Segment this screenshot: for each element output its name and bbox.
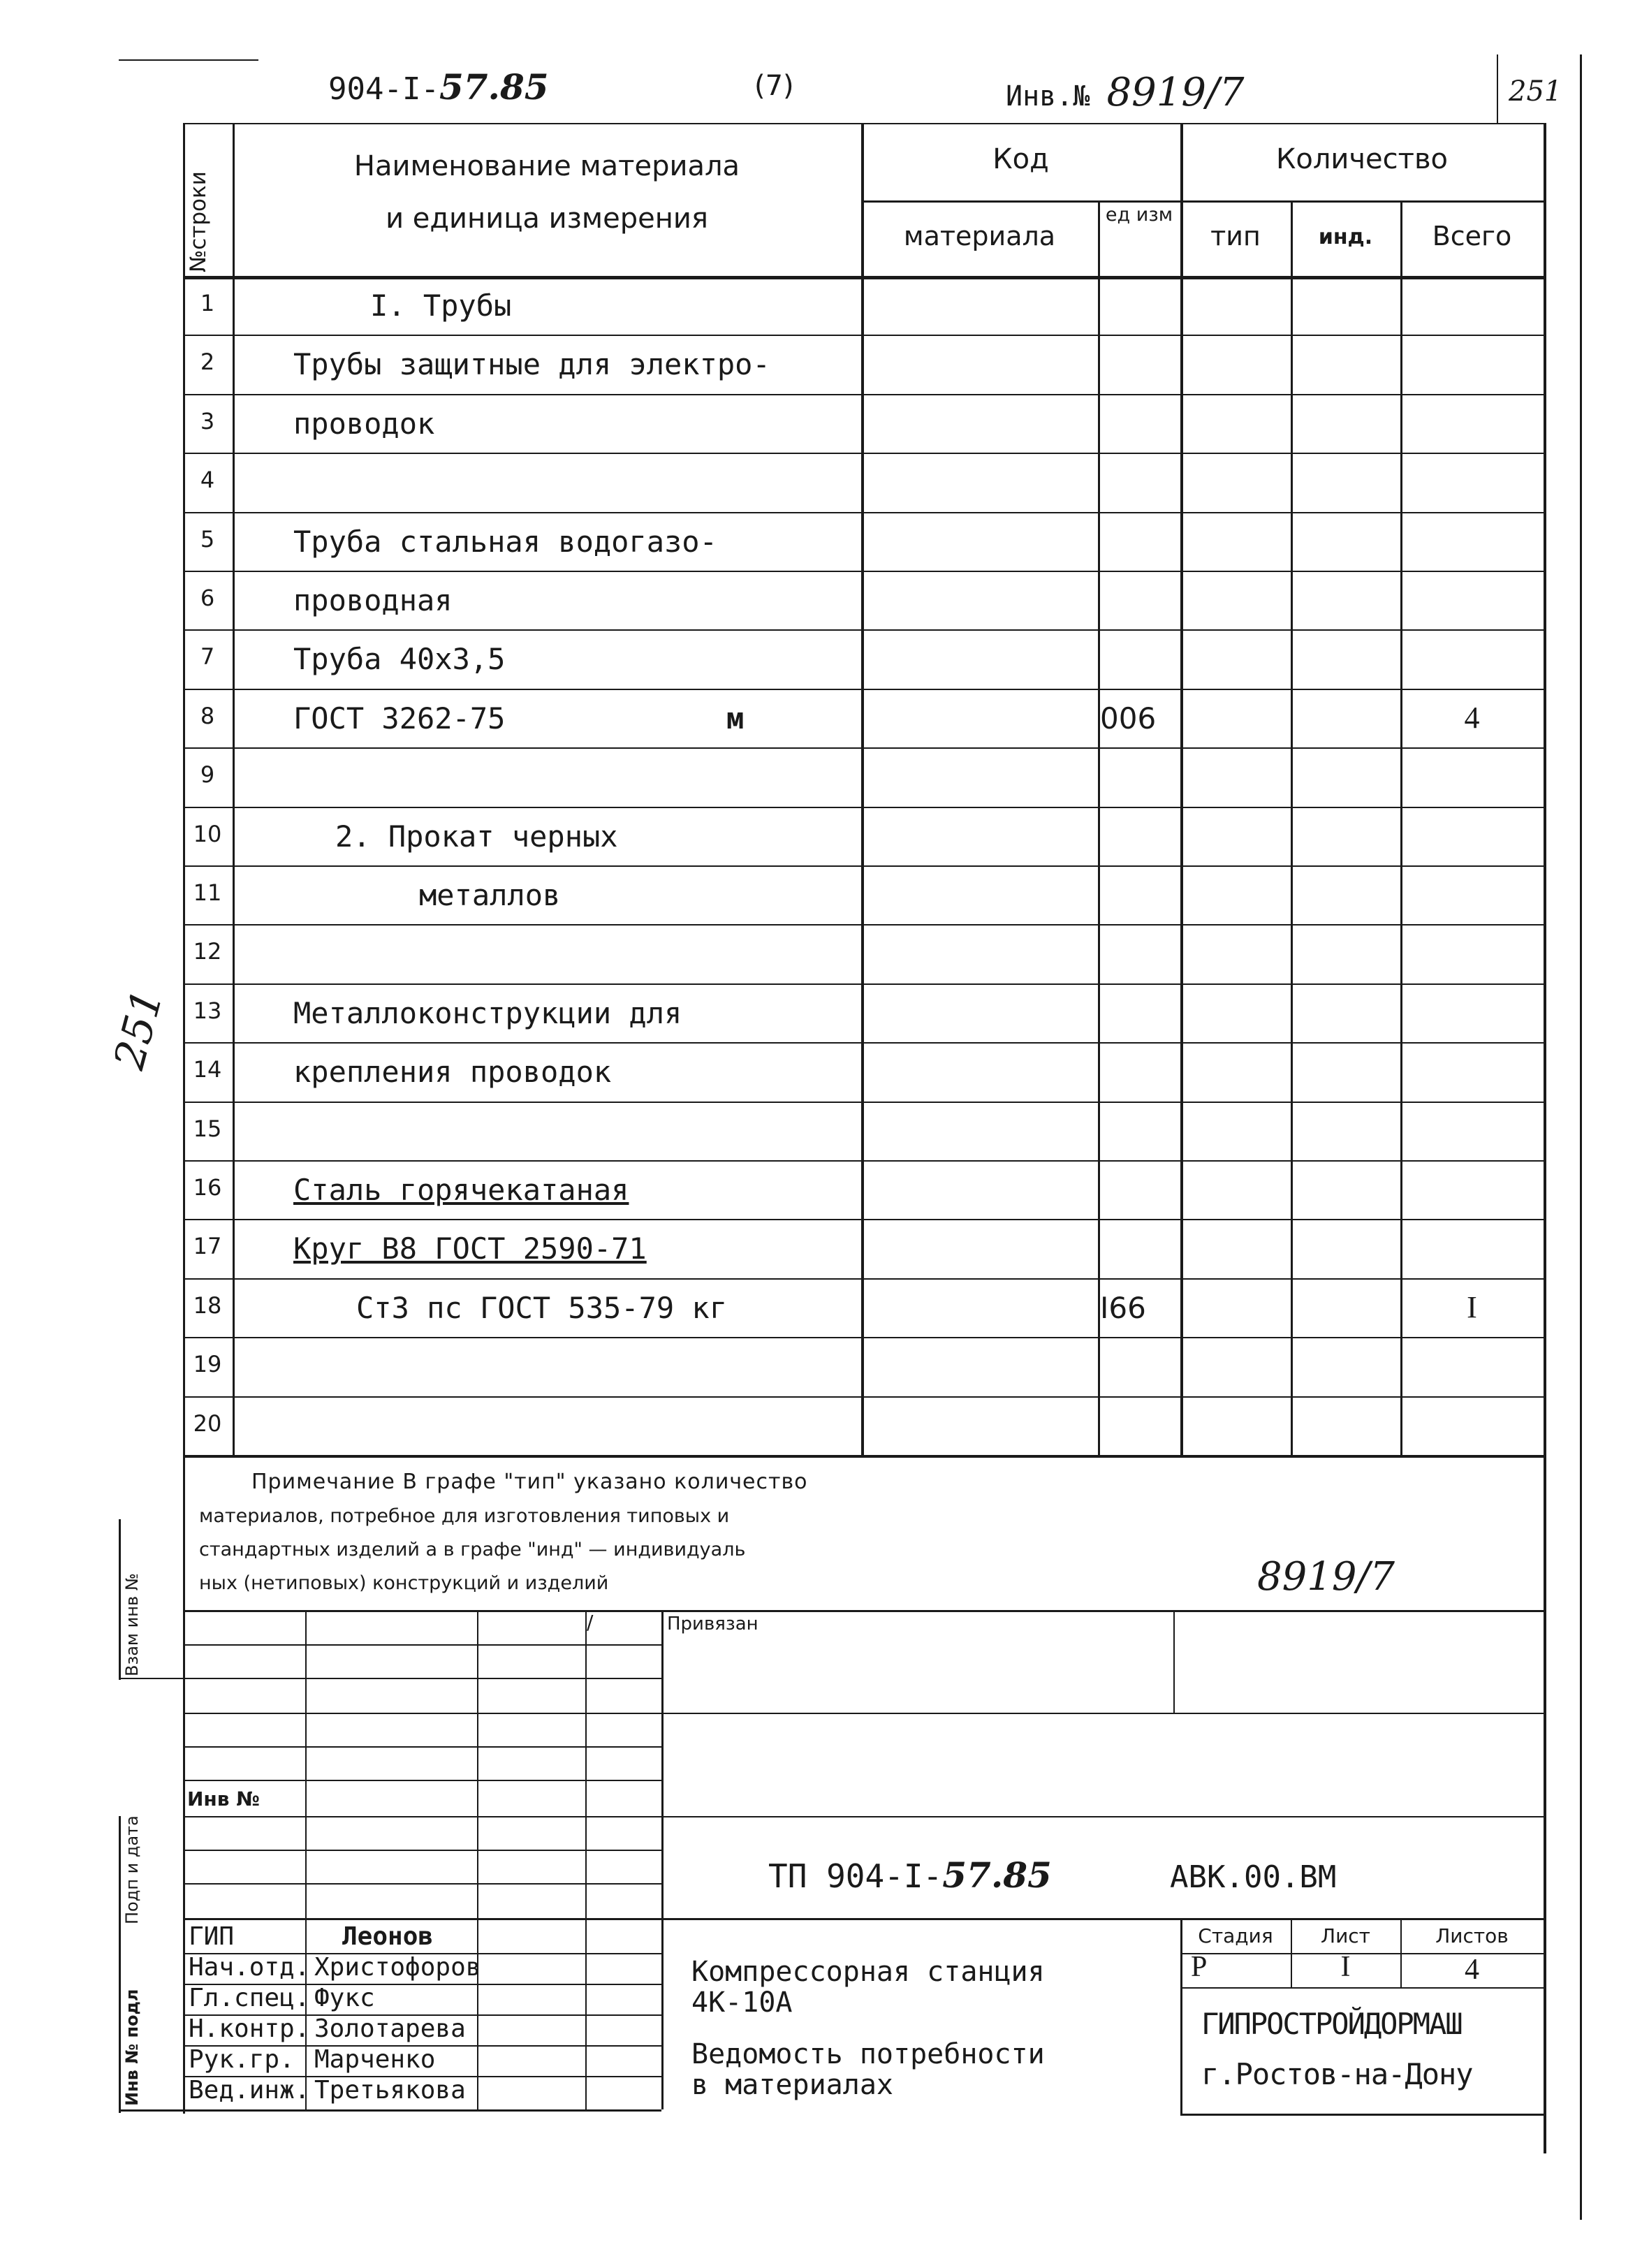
- title-line-1: Компрессорная станция: [691, 1956, 1045, 1988]
- side-label-inv-podl: Инв № подл: [122, 1989, 142, 2106]
- side-label-podp: Подп и дата: [122, 1815, 142, 1924]
- stamp-grid-h4: [183, 1746, 661, 1748]
- margin-number: 251: [105, 984, 173, 1075]
- col-header-name-line1: Наименование материала: [353, 150, 740, 182]
- stamp-grid-h1: [183, 1644, 661, 1646]
- col-header-type: тип: [1210, 221, 1261, 251]
- stamp-grid-bottom: [1180, 2114, 1544, 2116]
- stamp-grid-v3: [585, 1610, 587, 2109]
- stamp-grid-h-stage2: [1180, 1987, 1544, 1989]
- tp-code: [768, 1854, 1052, 1896]
- privyazan-label: Привязан: [667, 1614, 758, 1634]
- row-number: 4: [200, 467, 215, 494]
- row-number: 19: [193, 1351, 222, 1378]
- stamp-grid-h2: [119, 1678, 661, 1679]
- tp-code-printed: ТП 904-I-: [768, 1857, 943, 1895]
- title-line-2: 4К-10А: [691, 1987, 793, 2019]
- stage-value: Р: [1191, 1951, 1208, 1983]
- title-line-3: Ведомость потребности: [691, 2038, 1045, 2070]
- row-number: 14: [193, 1056, 222, 1083]
- col-header-unit: ед изм: [1105, 204, 1173, 226]
- row-number: 7: [200, 643, 215, 671]
- col-line-type: [1291, 200, 1293, 1455]
- stamp-right-line: [1544, 1455, 1546, 2153]
- note-line-3: стандартных изделий а в графе "инд" — индивидуаль: [199, 1539, 746, 1560]
- frame-right: [1580, 54, 1582, 2220]
- header-mid-line: [861, 200, 1544, 203]
- organization: ГИПРОСТРОЙДОРМАШ: [1201, 2007, 1462, 2041]
- row-number: 1: [200, 290, 215, 316]
- note-line-2: материалов, потребное для изготовления типовых и: [199, 1505, 730, 1527]
- top-dash-line: [119, 59, 258, 61]
- row-number: 17: [193, 1233, 222, 1260]
- signer-role: Нач.отд.: [189, 1953, 310, 1982]
- page-corner-number: 251: [1509, 75, 1562, 108]
- inventory-label: Инв.№: [1006, 80, 1090, 112]
- document-code: АВК.00.ВМ: [1170, 1859, 1337, 1895]
- row-number: 18: [193, 1292, 222, 1319]
- binding-line-2: [119, 1816, 121, 2113]
- col-line-material: [1098, 200, 1100, 1455]
- stamp-grid-h9: [183, 1918, 1544, 1920]
- stamp-grid-h8: [183, 1883, 661, 1885]
- stamp-grid-h7: [183, 1850, 661, 1851]
- stamp-grid-h15: [119, 2109, 661, 2112]
- stamp-grid-h3: [183, 1713, 1544, 1714]
- row-number: 8: [200, 702, 215, 729]
- unit-code: I66: [1100, 1290, 1146, 1325]
- col-header-material: материала: [903, 221, 1056, 251]
- material-name: I. Трубы: [370, 288, 512, 323]
- col-line-name: [861, 123, 864, 1455]
- material-name: Круг В8 ГОСТ 2590-71: [293, 1231, 647, 1266]
- sheet-label: Лист: [1321, 1924, 1370, 1947]
- signer-name: Марченко: [314, 2045, 436, 2074]
- inv-no-label: Инв №: [187, 1787, 260, 1810]
- sheets-label: Листов: [1435, 1924, 1509, 1947]
- corner-divider: [1497, 54, 1498, 124]
- unit-code: 006: [1100, 701, 1157, 736]
- col-header-quantity: Количество: [1275, 143, 1448, 175]
- stamp-grid-v2: [477, 1610, 478, 2109]
- row-number: 9: [200, 761, 215, 789]
- signer-name: Христофоров: [314, 1953, 481, 1982]
- row-number: 5: [200, 525, 215, 553]
- col-line-rownum: [233, 123, 235, 1455]
- inventory-number: [1006, 70, 1245, 115]
- col-line-right: [1544, 123, 1546, 1455]
- material-name: Ст3 пс ГОСТ 535-79 кг: [356, 1290, 728, 1325]
- material-name: Трубы защитные для электро-: [293, 347, 770, 382]
- material-name: крепления проводок: [293, 1055, 612, 1090]
- note-line-4: ных (нетиповых) конструкций и изделий: [199, 1572, 609, 1594]
- signer-name: Третьякова: [314, 2076, 466, 2105]
- header-rule: [183, 123, 1545, 124]
- doc-number-printed: 904-I-: [328, 71, 439, 107]
- tp-code-hand: 57.85: [942, 1854, 1052, 1896]
- material-name: Сталь горячекатаная: [293, 1173, 629, 1207]
- row-number: 13: [193, 997, 222, 1024]
- signer-name: Фукс: [314, 1984, 375, 2012]
- row-number: 3: [200, 407, 215, 434]
- signer-role: Н.контр.: [189, 2014, 310, 2043]
- material-name: Труба 40х3,5: [293, 642, 506, 677]
- material-name: проводок: [293, 406, 435, 441]
- col-header-name-line2: и единица измерения: [386, 203, 708, 235]
- stage-label: Стадия: [1198, 1924, 1273, 1947]
- signer-role: Рук.гр.: [189, 2045, 295, 2074]
- note-line-1: Примечание В графе "тип" указано количество: [251, 1470, 808, 1494]
- row-number: 20: [193, 1410, 222, 1437]
- signer-name: Леонов: [342, 1922, 434, 1951]
- row-number: 15: [193, 1115, 222, 1142]
- signer-name: Золотарева: [314, 2014, 466, 2043]
- stamp-grid-v4: [661, 1610, 664, 2109]
- material-name: 2. Прокат черных: [335, 819, 618, 854]
- table-bottom-line: [183, 1455, 1544, 1458]
- col-header-ind: инд.: [1318, 225, 1373, 249]
- title-line-4: в материалах: [691, 2069, 893, 2101]
- row-number: 12: [193, 938, 222, 965]
- col-line-ind: [1400, 200, 1402, 1455]
- signer-role: Вед.инж.: [189, 2076, 310, 2105]
- col-header-rownum: №строки: [186, 171, 211, 272]
- material-name: металлов: [419, 878, 561, 912]
- stamp-grid-h6: [183, 1816, 1544, 1817]
- material-name: Металлоконструкции для: [293, 995, 682, 1030]
- signer-role: Гл.спец.: [189, 1984, 310, 2012]
- row-number: 11: [193, 879, 222, 906]
- doc-number: [328, 66, 549, 108]
- sheet-index: (7): [754, 70, 794, 102]
- inventory-hand: 8919/7: [1106, 70, 1245, 115]
- doc-number-hand: 57.85: [439, 66, 549, 108]
- quantity-total: 4: [1464, 700, 1480, 735]
- sheets-value: 4: [1465, 1954, 1479, 1986]
- material-name: Труба стальная водогазо-: [293, 524, 717, 559]
- quantity-total: I: [1467, 1289, 1477, 1324]
- side-label-vzam: Взам инв №: [122, 1573, 142, 1676]
- stamp-grid-v6: [1180, 1918, 1182, 2115]
- signer-role: ГИП: [189, 1922, 235, 1951]
- material-name: ГОСТ 3262-75: [293, 701, 506, 736]
- note-hand-number: 8919/7: [1257, 1554, 1395, 1600]
- sheet-value: I: [1340, 1951, 1351, 1983]
- city: г.Ростов-на-Дону: [1201, 2057, 1473, 2091]
- stamp-grid-h5: [183, 1780, 661, 1781]
- stamp-grid-v5: [1173, 1610, 1175, 1713]
- row-number: 10: [193, 820, 222, 847]
- row-number: 6: [200, 585, 215, 611]
- col-header-code: Код: [992, 143, 1049, 175]
- stamp-top-line: [183, 1610, 1544, 1612]
- row-number: 2: [200, 349, 215, 376]
- binding-line-1: [119, 1519, 121, 1680]
- row-number: 16: [193, 1174, 222, 1201]
- col-header-total: Всего: [1432, 221, 1512, 251]
- unit-label: м: [726, 701, 745, 736]
- stamp-tick: /: [587, 1611, 594, 1634]
- col-line-unit: [1180, 123, 1183, 1455]
- material-name: проводная: [293, 583, 453, 617]
